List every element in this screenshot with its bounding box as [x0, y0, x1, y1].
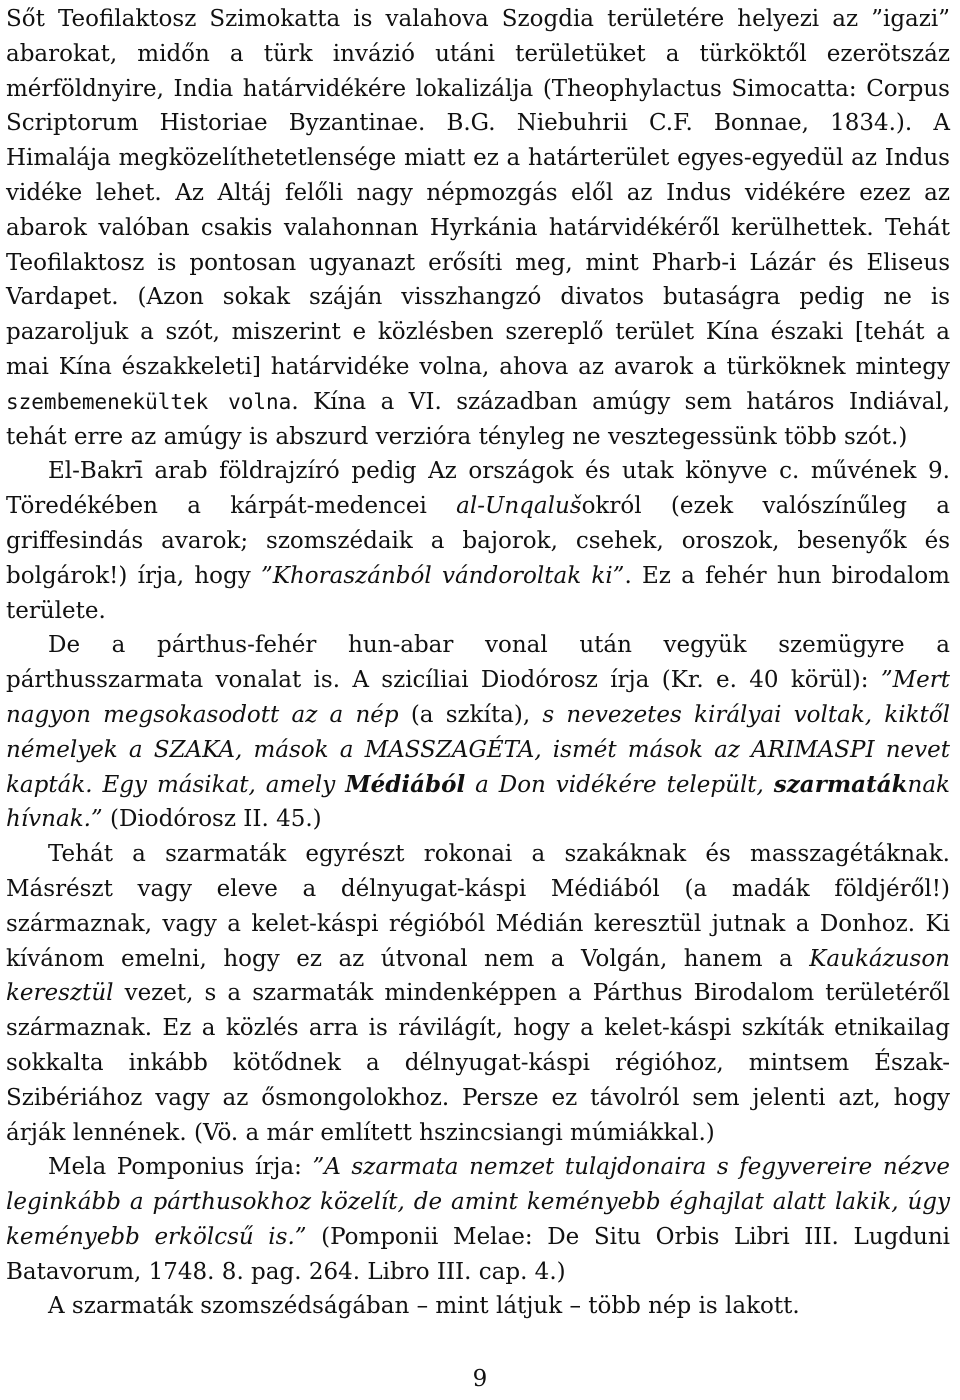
monospace-phrase: szembemenekültek volna [6, 389, 292, 414]
text-run: Mela Pomponius írja: [48, 1154, 313, 1181]
italic-quote: a Don vidékére települt, [465, 771, 774, 798]
text-run: (Pomponii Melae: De Situ Orbis Libri III. Lugduni Batavorum, 1748. 8. pag. 264. Libro III. cap. 4.) [6, 1223, 950, 1285]
italic-quote: nak hívnak.” [6, 771, 950, 833]
page-number: 9 [472, 1366, 488, 1392]
text-run: . Ez a fehér hun birodalom területe. [6, 562, 950, 624]
text-run: (a szkíta), [398, 701, 543, 728]
bold-italic-term: Médiából [345, 770, 466, 798]
text-run: El-Bakrī arab földrajzíró pedig Az országok és utak könyve c. művének 9. Töredékében a kárpát-medencei [6, 458, 950, 520]
text-run: Sőt Teofilaktosz Szimokatta is valahova Szogdia területére helyezi az ”igazi” abarokat, midőn a türk invázió utáni területüket a türköktől ezerötszáz mérföldnyire, India határvidékére lokalizálja (Theophylactus Simocatta: Corpus Scriptorum Historiae Byzantinae. B.G. Niebuhrii C.F. Bonnae, 1834.). A Himalája megközelíthetetlensége miatt ez a határterület egyes-egyedül az Indus vidéke lehet. Az Altáj felőli nagy népmozgás elől az Indus vidékére ezez az abarok valóban csakis valahonnan Hyrkánia határvidékéről kerülhettek. Tehát Teofilaktosz is pontosan ugyanazt erősíti meg, mint Pharb-i Lázár és Eliseus Vardapet. (Azon sokak száján visszhangzó divatos butaságra pedig ne is pazaroljuk a szót, miszerint e közlésben szereplő terület Kína északi [tehát a mai Kína északkeleti] határvidéke volna, ahova az avarok a türköknek mintegy [6, 6, 950, 380]
paragraph-4 [6, 837, 950, 1150]
paragraph-1 [6, 2, 950, 454]
paragraph-3 [6, 628, 950, 837]
text-run: okról (ezek valószínűleg a griffesindás avarok; szomszédaik a bajorok, csehek, oroszok, besenyők és bolgárok!) írja, hogy [6, 493, 950, 589]
bold-italic-term: szarmaták [773, 770, 908, 798]
italic-quote: ”Mert nagyon megsokasodott az a nép [6, 667, 950, 728]
text-run: . Kína a VI. században amúgy sem határos Indiával, tehát erre az amúgy is abszurd verzióra tényleg ne vesztegessünk több szót.) [6, 388, 951, 450]
text-run: A szarmaták szomszédságában – mint látjuk – több nép is lakott. [48, 1293, 800, 1320]
text-run: De a párthus-fehér hun-abar vonal után vegyük szemügyre a párthusszarmata vonalat is. A szicíliai Diodórosz írja (Kr. e. 40 körül): [6, 632, 950, 694]
text-run: vezet, s a szarmaták mindenképpen a Párthus Birodalom területéről származnak. Ez a közlés arra is rávilágít, hogy a kelet-káspi szkíták etnikailag sokkalta inkább kötődnek a délnyugat-káspi régióhoz, mintsem Észak-Szibériához vagy az ősmongolokhoz. Persze ez távolról sem jelenti azt, hogy árják lennének. (Vö. a már említett hszincsiangi múmiákkal.) [6, 980, 950, 1146]
paragraph-5 [6, 1150, 950, 1289]
paragraph-6 [6, 1289, 950, 1324]
italic-quote: s nevezetes királyai voltak, kiktől némelyek a SZAKA, mások a MASSZAGÉTA, ismét mások az ARIMASPI nevet kapták. Egy másikat, amely [6, 701, 950, 798]
text-run: (Diodórosz II. 45.) [102, 806, 322, 833]
text-run: Tehát a szarmaták egyrészt rokonai a szakáknak és masszagétáknak. Másrészt vagy eleve a délnyugat-káspi Médiából (a madák földjéről!) származnak, vagy a kelet-káspi régióból Médián keresztül jutnak a Donhoz. Ki kívánom emelni, hogy ez az útvonal nem a Volgán, hanem a [6, 841, 950, 972]
italic-term: Kaukázuson keresztül [6, 945, 950, 1007]
italic-quote: ”A szarmata nemzet tulajdonaira s fegyvereire nézve leginkább a párthusokhoz közelít, de amint keményebb éghajlat alatt lakik, úgy keményebb erkölcsű is.” [6, 1154, 950, 1250]
italic-term: al-Unqaluš [456, 493, 582, 520]
italic-quote: ”Khoraszánból vándoroltak ki” [261, 562, 625, 589]
paragraph-2 [6, 454, 950, 628]
